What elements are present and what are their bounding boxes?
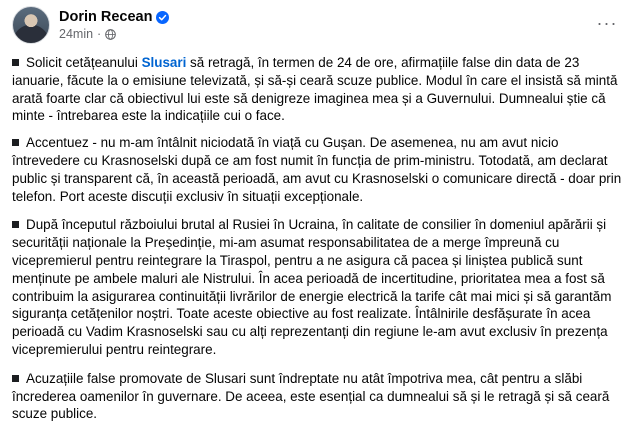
more-options-button[interactable] xyxy=(594,12,620,34)
author-row xyxy=(59,9,169,25)
post-subtitle xyxy=(59,27,169,41)
separator-dot: · xyxy=(97,27,102,41)
paragraph-2-text: Accentuez - nu m-am întâlnit niciodată în viață cu Gușan. De asemenea, nu am avut nicio întrevedere cu Krasnoselski după ce am fost numit în funcția de prim-ministru. Totodată, am declarat public și transparent că, în această perioadă, am avut cu Krasnoselski o comunicare directă - doar prin telefon. Port aceste discuții exclusiv în situații excepționale. xyxy=(12,135,622,204)
more-options-icon: ··· xyxy=(596,13,618,33)
black-square-bullet-icon xyxy=(12,59,19,66)
paragraph-1-text-end: să retragă, în termen de 24 de ore, afirmațiile false din data de 23 ianuarie, făcute la o emisiune televizată, și să-și ceară scuze publice. Modul în care el insistă să mintă arată foarte clar că obiectivul lui este să denigreze imaginea mea și a Guvernului. Dumnealui știe că minte - întrebarea este la indicațiile cui o face. xyxy=(12,55,618,124)
post-meta xyxy=(59,9,169,41)
paragraph-1-text-start: Solicit cetățeanului xyxy=(26,55,142,70)
avatar[interactable] xyxy=(12,6,50,44)
mention-link[interactable]: Slusari xyxy=(141,55,187,70)
post-paragraph-2 xyxy=(12,134,628,205)
post-paragraph-1 xyxy=(12,54,628,125)
black-square-bullet-icon xyxy=(12,221,19,228)
paragraph-4-text: Acuzațiile false promovate de Slusari sunt îndreptate nu atât împotriva mea, cât pentru a slăbi încrederea oamenilor în guvernare. De aceea, este esențial ca dumnealui să și le retragă și să ceară scuze publice. xyxy=(12,370,610,422)
author-name[interactable]: Dorin Recean xyxy=(59,9,153,25)
paragraph-3-text: După începutul războiului brutal al Rusiei în Ucraina, în calitate de consilier în domeniul apărării și securității naționale la Președinție, mi-am asumat responsabilitatea de a merge împreună cu vicepremierul pentru reintegrare la Tiraspol, pentru a ne asigura că pacea și liniștea publică sunt menținute pe ambele maluri ale Nistrului. În acea perioadă de incertitudine, prioritatea mea a fost să contribuim la asigurarea continuității livrărilor de energie electrică la tarife cât mai mici și să garantăm siguranța cetățenilor noștri. Toate aceste obiective au fost realizate. Întâlnirile desfășurate în acea perioadă cu Vadim Krasnoselski sau cu alți reprezentanți din regiune le-am avut exclusiv în prezența vicepremierului pentru reintegrare. xyxy=(12,217,612,357)
post-paragraph-4 xyxy=(12,370,628,423)
post-paragraph-3 xyxy=(12,216,628,358)
globe-icon[interactable] xyxy=(105,29,116,40)
verified-badge-icon xyxy=(156,11,169,24)
post-header xyxy=(12,6,169,44)
post-time[interactable]: 24min xyxy=(59,27,94,41)
black-square-bullet-icon xyxy=(12,139,19,146)
black-square-bullet-icon xyxy=(12,375,19,382)
post-body xyxy=(12,54,628,427)
